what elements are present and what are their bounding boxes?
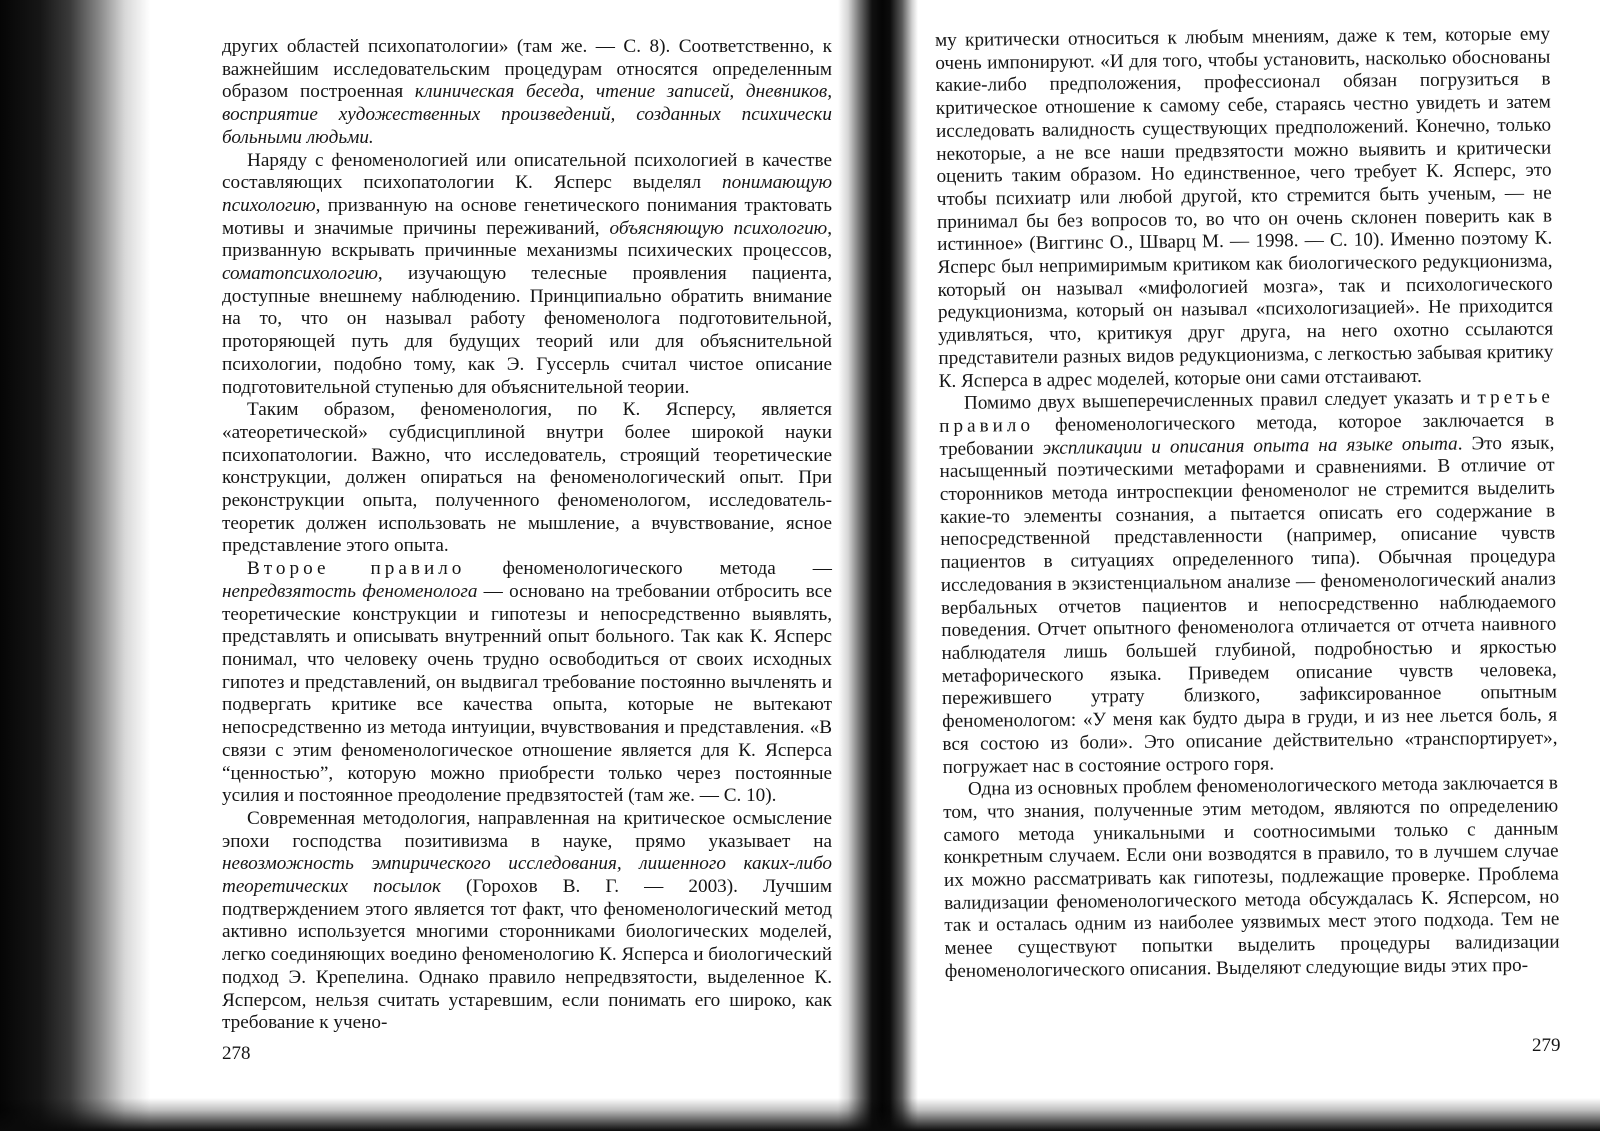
paragraph [222,36,832,150]
italic-run: экспликации и описания опыта на языке опыта [1042,433,1458,459]
paragraph [943,773,1560,984]
text-run: Помимо двух вышеперечисленных правил следует указать и [963,387,1478,414]
paragraph [939,387,1558,779]
paragraph [222,150,832,400]
italic-run: клиническая беседа [414,81,580,103]
text-run: Наряду с феноменологией или описательной психологией в качестве составляющих психопатологии К. Ясперс выделял [222,149,832,194]
paragraph [222,399,832,558]
paragraph [935,24,1554,394]
italic-run: непредвзятость феноменолога [222,580,478,602]
italic-run: понимающую психологию [222,172,832,216]
scan-edge-shadow [0,0,150,1131]
paragraph [222,558,832,808]
italic-run: соматопсихологию [222,263,378,285]
book-gutter [838,0,918,1131]
text-run: , призванную на основе генетического понимания трактовать мотивы и значимые причины переживаний, [222,194,832,239]
spaced-run: Второе правило [247,558,466,580]
text-run: (Горохов В. Г. — 2003). Лучшим подтверждением этого является тот факт, что феноменологический метод активно используется многими сторонниками биологических моделей, легко соединяющих воедино феноменологию К. Ясперса и биологический подход Э. Крепелина. Однако правило непредвзятости, выделенное К. Ясперсом, нельзя считать устаревшим, если понимать его широко, как требование к учено- [222,876,832,1034]
text-run: других областей психопатологии» (там же. — С. 8). Соответственно, к важнейшим исследовательским процедурам относятся определенным образом построенная [222,36,832,103]
right-page-number: 279 [1532,1035,1561,1056]
italic-run: невозможность эмпирического исследования, лишенного каких-либо теоретических посылок [222,853,832,898]
scan-bottom-shadow [0,1098,1600,1131]
italic-run: объясняющую психологию [609,217,828,239]
text-run: , [579,81,596,103]
text-run: феноменологического метода, которое заключается в требовании [939,409,1555,460]
italic-run: чтение записей, дневников, восприятие художественных произведений, созданных психически больными людьми. [222,81,833,148]
left-page-number: 278 [222,1043,251,1064]
left-page-text [222,36,832,1035]
text-run: . Это язык, насыщенный поэтическими метафорами и сравнениями. В отличие от сторонников метода интроспекции феноменолог не стремится выделить какие-то элементы сознания, а пытается описать его содержание в непосредственной представленности (например, описание чувств пациентов в ситуациях определенного типа). Обычная процедура исследования в экзистенциальном анализе — феноменологический анализ вербальных отчетов пациентов и непосредственно наблюдаемого поведения. Отчет опытного феноменолога отличается от отчета наивного наблюдателя лишь большей глубиной, подробностью и яркостью метафорического языка. Приведем описание чувств человека, пережившего утрату близкого, зафиксированное опытным феноменологом: «У меня как будто дыра в груди, и из нее льется боль, я вся состою из боли». Это описание действительно «транспортирует», погружает нас в состояние острого горя. [939,432,1558,778]
text-run: Одна из основных проблем феноменологического метода заключается в том, что знания, полученные этим методом, являются по определению самого метода уникальными и соотносимыми только с данным конкретным случаем. Если они возводятся в правило, то в лучшем случае их можно рассматривать как гипотезы, подлежащие проверке. Проблема валидизации феноменологического метода обсуждалась К. Ясперсом, но так и осталась одним из наиболее уязвимых мест этого подхода. Тем не менее существуют попытки выделить процедуры валидизации феноменологического описания. Выделяют следующие виды этих про- [943,772,1560,982]
text-run: — основано на требовании отбросить все теоретические конструкции и гипотезы и непосредственно выявлять, представлять и описывать внутренний опыт больного. Так как К. Ясперс понимал, что человеку очень трудно освободиться от своих исходных гипотез и представлений, он выдвигал требование постоянно вычленять и подвергать критике все качества опыта, которые не вытекают непосредственно из метода интуиции, вчувствования и представления. «В связи с этим феноменологическое отношение является для К. Ясперса “ценностью”, которую можно приобрести только через постоянные усилия и постоянное преодоление предвзятостей (там же. — С. 10). [222,580,832,807]
right-page-text [935,24,1560,984]
text-run: Таким образом, феноменология, по К. Ясперсу, является «атеоретической» субдисциплиной внутри более широкой науки психопатологии. Важно, что исследователь, строящий теоретические конструкции, должен опираться на феноменологический опыт. При реконструкции опыта, полученного феноменологом, исследователь-теоретик должен использовать не мышление, а вчувствование, ясное представление этого опыта. [222,399,832,557]
text-run: , призванную вскрывать причинные механизмы психических процессов, [222,217,832,262]
text-run: , изучающую телесные проявления пациента, доступные внешнему наблюдению. Принципиально обратить внимание на то, что он называл работу феноменолога подготовительной, проторяющей путь для будущих теорий или для объяснительной психологии, подобно тому, как Э. Гуссерль считал чистое описание подготовительной ступенью для объяснительной теории. [222,263,832,398]
spaced-run: третье правило [939,386,1554,437]
text-run: Современная методология, направленная на критическое осмысление эпохи господства позитивизма в науке, прямо указывает на [222,807,832,852]
paragraph [222,808,832,1035]
text-run: феноменологического метода — [465,558,832,580]
text-run: му критически относиться к любым мнениям, даже к тем, которые ему очень импонируют. «И для того, чтобы установить, насколько обоснованы какие-либо предположения, профессионал обязан погрузиться в критическое отношение к самому себе, стараясь честно увидеть и затем исследовать валидность существующих предположений. Конечно, только некоторые, а не все наши предвзятости можно выявить и критически оценить таким образом. Но единственное, чего требует К. Ясперс, это чтобы психиатр или любой другой, кто стремится быть ученым, — не принимал бы без вопросов то, во что он очень склонен поверить как в истинное» (Виггинс О., Шварц М. — 1998. — С. 10). Именно поэтому К. Ясперс был непримиримым критиком как биологического редукционизма, который он называл «мифологией мозга», так и психологического редукционизма, который он называл «психологизацией». Не приходится удивляться, что, критикуя друг друга, на него охотно ссылаются представители разных видов редукционизма, с легкостью забывая критику К. Ясперса в адрес моделей, которые они сами отстаивают. [935,23,1554,392]
